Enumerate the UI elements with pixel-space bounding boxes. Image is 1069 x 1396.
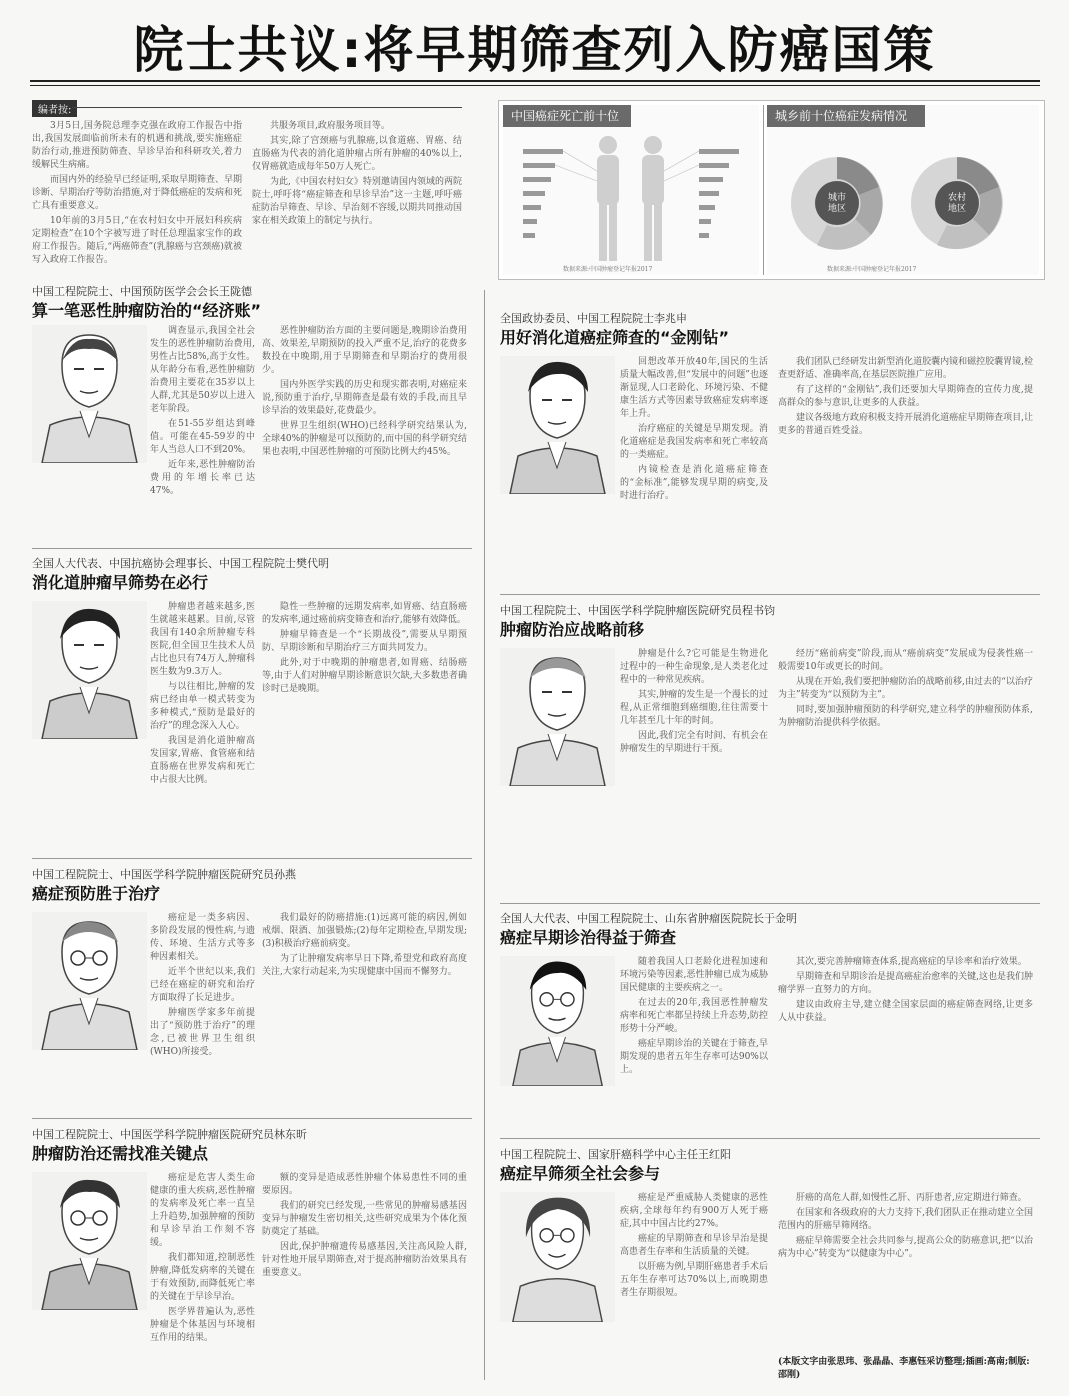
article-lin-dongxin — [32, 1126, 472, 1386]
portrait-illustration — [32, 912, 147, 1050]
section-divider — [32, 1118, 472, 1119]
charts-panel — [498, 100, 1045, 280]
article-col1: 癌症是严重威胁人类健康的恶性疾病,全球每年约有900万人死于癌症,其中中国占比约27%。 癌症的早期筛查和早诊早治是提高患者生存率和生活质量的关键。 以肝癌为例,早期肝癌患者手术后五年生存率可达70%以上,而晚期患者生存期很短。 — [620, 1193, 768, 1298]
article-col2: 肝癌的高危人群,如慢性乙肝、丙肝患者,应定期进行筛查。 在国家和各级政府的大力支持下,我们团队正在推动建立全国范围内的肝癌早筛网络。 癌症早筛需要全社会共同参与,提高公众的防癌意识,把“以治病为中心”转变为“以健康为中心”。 — [778, 1193, 1033, 1259]
editor-note-col2: 共服务项目,政府服务项目等。 其实,除了宫颈癌与乳腺癌,以食道癌、胃癌、结直肠癌为代表的消化道肿瘤占所有肿瘤的40%以上,仅胃癌就造成每年50万人死亡。 为此,《中国农村妇女》特别邀请国内领域的两院院士,呼吁将“癌症筛查和早诊早治”这一主题,呼吁癌症防治早筛查、早诊、早治刻不容缓,以期共同推动国家在相关政策上的制定与执行。 — [252, 121, 462, 226]
portrait-illustration — [500, 648, 615, 786]
editor-note-rule — [72, 107, 462, 108]
article-col2: 我们最好的防癌措施:(1)远离可能的病因,例如戒烟、限酒、加强锻炼;(2)每年定期检查,早期发现;(3)积极治疗癌前病变。 为了让肿瘤发病率早日下降,希望党和政府高度关注,大家行动起来,为实现健康中国而不懈努力。 — [262, 913, 467, 977]
chart-divider — [763, 105, 764, 275]
article-byline: 中国工程院院士、中国预防医学会会长王陇德 — [32, 285, 252, 298]
article-wang-hongyang — [500, 1146, 1040, 1386]
donut-rural-label: 农村 地区 — [947, 193, 966, 214]
donut-charts — [767, 131, 1039, 271]
portrait-illustration — [32, 1172, 147, 1310]
article-col1: 随着我国人口老龄化进程加速和环境污染等因素,恶性肿瘤已成为威胁国民健康的主要疾病之一。 在过去的20年,我国恶性肿瘤发病率和死亡率都呈持续上升态势,防控形势十分严峻。 癌症早期诊治的关键在于筛查,早期发现的患者五年生存率可达90%以上。 — [620, 957, 768, 1075]
article-col2: 其次,要完善肿瘤筛查体系,提高癌症的早诊率和治疗效果。 早期筛查和早期诊治是提高癌症治愈率的关键,这也是我们肿瘤学界一直努力的方向。 建议由政府主导,建立健全国家层面的癌症筛查网络,让更多人从中获益。 — [778, 957, 1033, 1023]
section-divider — [500, 903, 1040, 904]
chart-title-right: 城乡前十位癌症发病情况 — [767, 105, 925, 127]
section-divider — [500, 1138, 1040, 1139]
headline-rule-bottom — [30, 85, 1040, 86]
article-col1: 肿瘤患者越来越多,医生就越来越累。目前,尽管我国有140余所肿瘤专科医院,但全国卫生技术人员占比也只有74万人,肿瘤科医生数为9.3万人。 与以往相比,肿瘤的发病已经由单一模式转变为多种模式,“预防是最好的治疗”的理念深入人心。 我国是消化道肿瘤高发国家,胃癌、食管癌和结直肠癌在世界发病和死亡中占很大比例。 — [150, 602, 255, 785]
article-title: 癌症早期诊治得益于筛查 — [500, 928, 677, 947]
article-col1: 癌症是危害人类生命健康的重大疾病,恶性肿瘤的发病率及死亡率一直呈上升趋势,加强肿瘤的预防和早诊早治工作刻不容缓。 我们都知道,控制恶性肿瘤,降低发病率的关键在于有效预防,而降低死亡率的关键在于早诊早治。 医学界普遍认为,恶性肿瘤是个体基因与环境相互作用的结果。 — [150, 1173, 255, 1343]
article-col2: 额的变异是造成恶性肿瘤个体易患性不同的重要原因。 我们的研究已经发现,一些常见的肿瘤易感基因变异与肿瘤发生密切相关,这些研究成果为个体化预防奠定了基础。 因此,保护肿瘤遗传易感基因,关注高风险人群,针对性地开展早期筛查,对于提高肿瘤防治效果具有重要意义。 — [262, 1173, 467, 1278]
column-divider — [484, 290, 485, 1380]
article-title: 肿瘤防治还需找准关键点 — [32, 1144, 209, 1163]
article-byline: 全国政协委员、中国工程院院士李兆申 — [500, 312, 687, 325]
article-sun-yan — [32, 866, 472, 1116]
portrait-illustration — [32, 325, 147, 463]
headline-rule-top — [30, 80, 1040, 82]
article-yu-jinming — [500, 910, 1040, 1170]
article-col2: 恶性肿瘤防治方面的主要问题是,晚期诊治费用高、效果差,早期预防的投入严重不足,治疗的花费多数投在中晚期,用于早期筛查和早期治疗的费用很少。 国内外医学实践的历史和现实都表明,对癌症来说,预防重于治疗,早期筛查是最有效的手段,而且早诊早治的效果最好,花费最少。 世界卫生组织(WHO)已经科学研究结果认为,全球40%的肿瘤是可以预防的,而中国的科学研究结果也表明,中国恶性肿瘤的可预防比例大约45%。 — [262, 326, 467, 457]
section-divider — [32, 858, 472, 859]
portrait-illustration — [500, 956, 615, 1086]
article-byline: 中国工程院院士、中国医学科学院肿瘤医院研究员林东昕 — [32, 1128, 307, 1141]
portrait-illustration — [32, 601, 147, 739]
article-col1: 回想改革开放40年,国民的生活质量大幅改善,但“发展中的问题”也逐渐显现,人口老龄化、环境污染、不健康生活方式等因素导致癌症发病率逐年上升。 治疗癌症的关键是早期发现。消化道癌症是我国发病率和死亡率较高的一类癌症。 内镜检查是消化道癌症筛查的“金标准”,能够发现早期的病变,及时进行治疗。 — [620, 357, 768, 501]
article-title: 消化道肿瘤早筛势在必行 — [32, 573, 209, 592]
editor-note-tag: 编者按: — [32, 100, 77, 117]
urban-rural-incidence-chart — [767, 105, 1039, 275]
article-byline: 全国人大代表、中国抗癌协会理事长、中国工程院院士樊代明 — [32, 557, 329, 570]
article-title: 癌症早筛须全社会参与 — [500, 1164, 661, 1183]
article-fan-daiming — [32, 555, 472, 855]
article-col1: 调查显示,我国全社会发生的恶性肿瘤防治费用,男性占比58%,高于女性。从年龄分布看,恶性肿瘤防治费用主要花在35岁以上人群,尤其是50岁以上进入老年阶段。 在51-55岁组达到峰值。可能在45-59岁的中年人当总人口不到20%。 近年来,恶性肿瘤防治费用的年增长率已达47%。 — [150, 326, 255, 496]
article-col1: 肿瘤是什么?它可能是生物进化过程中的一种生命现象,是人类老化过程中的一种常见疾病。 其实,肿瘤的发生是一个漫长的过程,从正常细胞到癌细胞,往往需要十几年甚至几十年的时间。 因此,我们完全有时间、有机会在肿瘤发生的早期进行干预。 — [620, 649, 768, 754]
section-divider — [32, 548, 472, 549]
article-byline: 中国工程院院士、中国医学科学院肿瘤医院研究员程书钧 — [500, 604, 775, 617]
article-title: 用好消化道癌症筛查的“金刚钻” — [500, 328, 730, 347]
article-wang-longde — [32, 283, 472, 543]
article-col2: 经历“癌前病变”阶段,而从“癌前病变”发展成为侵袭性癌一般需要10年或更长的时间。 从现在开始,我们要把肿瘤防治的战略前移,由过去的“以治疗为主”转变为“以预防为主”。 同时,要加强肿瘤预防的科学研究,建立科学的肿瘤预防体系,为肿瘤防治提供科学依据。 — [778, 649, 1033, 728]
cancer-death-top10-chart — [503, 105, 759, 275]
section-divider — [500, 594, 1040, 595]
donut-city-label: 城市 地区 — [827, 193, 846, 214]
body-silhouette-figure — [503, 131, 759, 271]
article-title: 算一笔恶性肿瘤防治的“经济账” — [32, 301, 262, 320]
article-title: 癌症预防胜于治疗 — [32, 884, 161, 903]
page-headline: 院士共议:将早期筛查列入防癌国策 — [133, 21, 936, 79]
article-cheng-shujun — [500, 602, 1040, 902]
portrait-illustration — [500, 1192, 615, 1322]
chart-title-left: 中国癌症死亡前十位 — [503, 105, 631, 127]
article-li-zhaoshen — [500, 310, 1040, 590]
article-title: 肿瘤防治应战略前移 — [500, 620, 645, 639]
chart-source-left: 数据来源:中国肿瘤登记年报2017 — [563, 266, 653, 273]
chart-source-right: 数据来源:中国肿瘤登记年报2017 — [827, 266, 917, 273]
article-col2: 隐性一些肿瘤的远期发病率,如胃癌、结直肠癌的发病率,通过癌前病变筛查和治疗,能够有效降低。 肿瘤早筛查是一个“长期战役”,需要从早期预防、早期诊断和早期治疗三方面共同发力。 此外,对于中晚期的肿瘤患者,如胃癌、结肠癌等,由于人们对肿瘤早期诊断意识欠缺,大多数患者确诊时已是晚期。 — [262, 602, 467, 694]
article-col2: 我们团队已经研发出新型消化道胶囊内镜和磁控胶囊胃镜,检查更舒适、准确率高,在基层医院推广应用。 有了这样的“金刚钻”,我们还要加大早期筛查的宣传力度,提高群众的参与意识,让更多的人获益。 建议各级地方政府积极支持开展消化道癌症早期筛查项目,让更多的普通百姓受益。 — [778, 357, 1033, 436]
article-byline: 中国工程院院士、中国医学科学院肿瘤医院研究员孙燕 — [32, 868, 296, 881]
editor-note-col1: 3月5日,国务院总理李克强在政府工作报告中指出,我国发展面临前所未有的机遇和挑战,要实施癌症防治行动,推进预防筛查、早诊早治和科研攻关,着力缓解民生病痛。 而国内外的经验早已经证明,采取早期筛查、早期诊断、早期治疗等防治措施,对于降低癌症的发病和死亡具有重要意义。 10年前的3月5日,“在农村妇女中开展妇科疾病定期检查”在10个字被写进了时任总理温家宝作的政府工作报告。随后,“两癌筛查”(乳腺癌与宫颈癌)就被写入政府工作报告。 — [32, 121, 242, 265]
portrait-illustration — [500, 356, 615, 494]
page-credit: (本版文字由张思玮、张晶晶、李惠钰采访整理;插画:高南;制版:邵刚) — [778, 1357, 1030, 1380]
article-byline: 中国工程院院士、国家肝癌科学中心主任王红阳 — [500, 1148, 731, 1161]
article-col1: 癌症是一类多病因、多阶段发展的慢性病,与遗传、环境、生活方式等多种因素相关。 近半个世纪以来,我们已经在癌症的研究和治疗方面取得了长足进步。 肿瘤医学家多年前提出了“预防胜于治疗”的理念,已被世界卫生组织(WHO)所接受。 — [150, 913, 255, 1057]
article-byline: 全国人大代表、中国工程院院士、山东省肿瘤医院院长于金明 — [500, 912, 797, 925]
